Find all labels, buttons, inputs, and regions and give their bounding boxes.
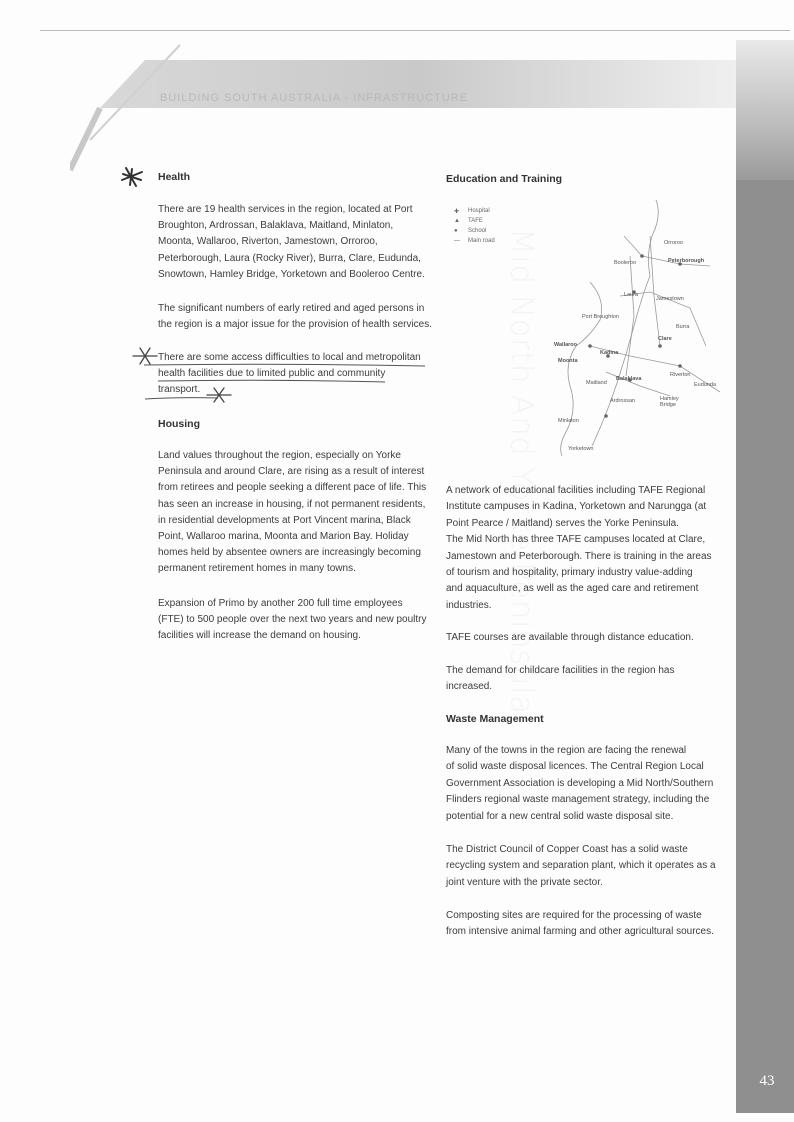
text-line: The District Council of Copper Coast has a solid waste: [446, 844, 688, 855]
housing-paragraph-2: [158, 596, 458, 645]
banner-text: BUILDING SOUTH AUSTRALIA - INFRASTRUCTURE: [160, 92, 469, 104]
legend-item: [454, 216, 495, 226]
text-line: The significant numbers of early retired and aged persons in: [158, 303, 425, 314]
header-banner: [70, 40, 794, 180]
map-legend: [454, 206, 495, 246]
waste-heading: Waste Management: [446, 713, 544, 725]
text-line: Snowtown, Hamley Bridge, Yorketown and Booleroo Centre.: [158, 268, 425, 280]
map-label: Clare: [658, 336, 672, 342]
text-line: Government Association is developing a Mid North/Southern: [446, 777, 714, 789]
text-line: The Mid North has three TAFE campuses located at Clare,: [446, 534, 706, 546]
map-label: Burra: [676, 324, 690, 330]
legend-item: [454, 236, 495, 246]
text-line: Composting sites are required for the processing of waste: [446, 910, 702, 921]
text-line: increased.: [446, 681, 493, 693]
map-label: Wallaroo: [554, 342, 578, 348]
legend-label: School: [468, 228, 487, 234]
map-label: Port Broughton: [582, 314, 619, 320]
text-line: permanent retirement homes in many towns.: [158, 563, 356, 575]
education-paragraph-2: TAFE courses are available through distance education.: [446, 632, 694, 643]
text-line: Peninsula and around Clare, are rising as a result of interest: [158, 466, 425, 478]
legend-item: [454, 206, 495, 216]
text-line: joint venture with the private sector.: [446, 876, 603, 888]
text-line: homes held by absentee owners are increasingly becoming: [158, 547, 421, 559]
map-label: Balaklava: [616, 376, 642, 382]
legend-label: Hospital: [468, 208, 490, 214]
text-line: Point, Wallaroo marina, Moonta and Marion Bay. Holiday: [158, 531, 409, 543]
text-line: from intensive animal farming and other agricultural sources.: [446, 926, 714, 938]
legend-label: Main road: [468, 238, 495, 244]
map-label: Maitland: [586, 380, 607, 386]
waste-paragraph-2: [446, 842, 736, 891]
text-line: has seen an increase in housing, if not permanent residents,: [158, 498, 426, 510]
map-label: Ardrossan: [610, 398, 636, 404]
handwritten-underline: [140, 360, 430, 402]
map-label: Yorketown: [568, 446, 594, 452]
legend-item: [454, 226, 495, 236]
map-label: Kadina: [600, 350, 619, 356]
legend-symbol: —: [454, 238, 460, 244]
text-line: from retirees and people seeking a different pace of life. This: [158, 482, 427, 494]
text-line: Land values throughout the region, especially on Yorke: [158, 450, 401, 461]
text-line: Moonta, Wallaroo, Riverton, Jamestown, Orroroo,: [158, 236, 378, 248]
text-line: There are some access difficulties to local and metropolitan: [158, 352, 421, 363]
map-label: Booleroo: [614, 260, 637, 266]
text-line: Expansion of Primo by another 200 full time employees: [158, 598, 403, 609]
text-line: in residential developments at Port Vincent marina, Black: [158, 514, 411, 526]
text-line: and aquaculture, as well as the aged care and retirement: [446, 583, 699, 595]
housing-paragraph-1: [158, 448, 458, 578]
text-line: Point Pearce / Maitland) serves the Yorke Peninsula.: [446, 517, 679, 529]
annotation-star-icon: [206, 386, 232, 404]
health-paragraph-1: [158, 202, 448, 283]
map-label: Laura: [624, 292, 639, 298]
text-line: Many of the towns in the region are facing the renewal: [446, 745, 687, 756]
text-line: Flinders regional waste management strategy, including the: [446, 794, 710, 806]
map-label: Orroroo: [664, 240, 683, 246]
text-line: Jamestown and Peterborough. There is training in the areas: [446, 550, 712, 562]
text-line: Institute campuses in Kadina, Yorketown and Narungga (at: [446, 501, 707, 513]
text-line: health facilities due to limited public and community: [158, 368, 386, 380]
health-paragraph-2: [158, 301, 448, 333]
text-line: facilities will increase the demand on housing.: [158, 630, 361, 642]
text-line: A network of educational facilities including TAFE Regional: [446, 485, 706, 496]
text-line: recycling system and separation plant, which it operates as a: [446, 860, 716, 872]
legend-symbol: ●: [454, 228, 458, 234]
map-label: Riverton: [670, 372, 691, 378]
map-labels: [530, 196, 730, 460]
sidebar-top-shade: [736, 40, 794, 180]
text-line: of tourism and hospitality, primary industry value-adding: [446, 567, 693, 579]
text-line: The demand for childcare facilities in the region has: [446, 665, 675, 676]
education-heading: Education and Training: [446, 173, 563, 185]
map-label: Moonta: [558, 358, 578, 364]
map-label: Jamestown: [656, 296, 684, 302]
text-line: industries.: [446, 599, 492, 611]
text-line: of solid waste disposal licences. The Central Region Local: [446, 761, 704, 773]
waste-paragraph-3: [446, 908, 736, 941]
housing-heading: Housing: [158, 418, 200, 430]
education-paragraph-1: [446, 483, 736, 614]
sidebar-title: Mid North And Yorke Peninsula: [503, 228, 540, 715]
health-star-icon: [120, 166, 144, 188]
legend-symbol: ✚: [454, 208, 460, 215]
page-number: 43: [759, 1073, 775, 1089]
text-line: Peterborough, Laura (Rocky River), Burra, Clare, Eudunda,: [158, 252, 421, 264]
health-heading: Health: [158, 171, 191, 183]
text-line: the region is a major issue for the provision of health services.: [158, 319, 433, 331]
text-line: potential for a new central solid waste disposal site.: [446, 810, 674, 822]
text-line: (FTE) to 500 people over the next two years and new poultry: [158, 614, 427, 626]
text-line: transport.: [158, 384, 201, 396]
education-paragraph-3: [446, 663, 736, 696]
text-line: There are 19 health services in the region, located at Port: [158, 204, 413, 215]
waste-paragraph-1: [446, 743, 736, 825]
map-label: Eudunda: [694, 382, 717, 388]
map-label: Hamley Bridge: [660, 396, 679, 408]
top-rule: [40, 30, 790, 31]
map-label: Minlaton: [558, 418, 579, 424]
legend-symbol: ▲: [454, 218, 460, 224]
text-line: Broughton, Ardrossan, Balaklava, Maitland, Minlaton,: [158, 220, 394, 232]
map-label: Peterborough: [668, 258, 705, 264]
legend-label: TAFE: [468, 218, 483, 224]
